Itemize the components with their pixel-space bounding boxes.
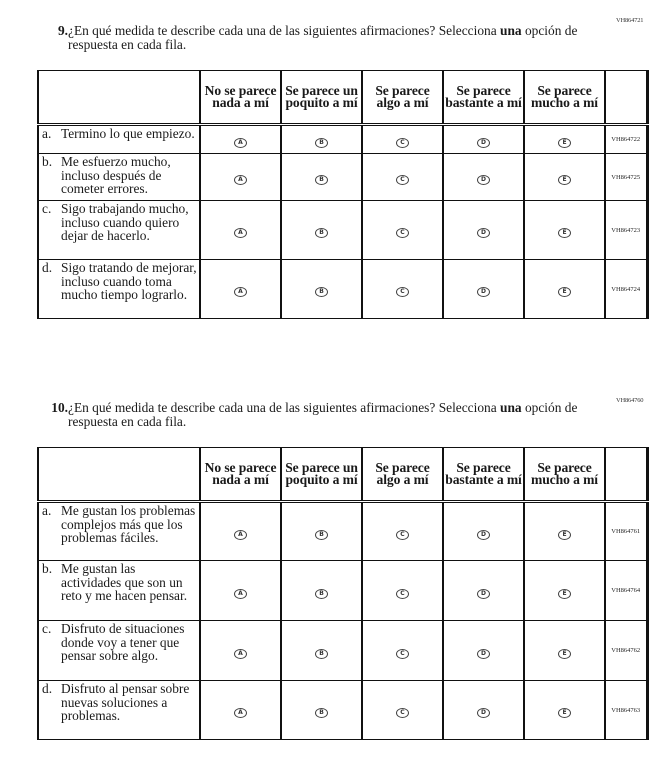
statement-cell: d. Disfruto al pensar sobre nuevas soluciones a problemas. (38, 681, 200, 740)
response-bubble-b[interactable]: B (315, 649, 328, 659)
response-bubble-b[interactable]: B (315, 228, 328, 238)
column-header-poquito: Se parece un poquito a mí (281, 71, 362, 125)
response-bubble-e[interactable]: E (558, 228, 571, 238)
question-10-prompt: 10. ¿En qué medida te describe cada una de las siguientes afirmaciones? Selecciona una opción de respuesta en cada fila. (44, 401, 584, 429)
response-bubble-c[interactable]: C (396, 175, 409, 185)
table-row (38, 621, 647, 681)
response-bubble-d[interactable]: D (477, 708, 490, 718)
statement-cell: d. Sigo tratando de mejorar, incluso cuando toma mucho tiempo lograrlo. (38, 260, 200, 319)
row-item-code: VH864764 (605, 561, 647, 621)
row-item-code: VH864724 (605, 260, 647, 319)
table-row (38, 125, 647, 154)
question-10-number: 10. (51, 400, 68, 415)
row-item-code: VH864722 (605, 125, 647, 154)
response-bubble-a[interactable]: A (234, 175, 247, 185)
question-10-item-code: VH864760 (616, 397, 644, 404)
response-bubble-a[interactable]: A (234, 649, 247, 659)
table-row (38, 260, 647, 319)
response-bubble-c[interactable]: C (396, 228, 409, 238)
response-bubble-e[interactable]: E (558, 649, 571, 659)
table-row (38, 681, 647, 740)
row-item-code: VH864762 (605, 621, 647, 681)
response-bubble-d[interactable]: D (477, 287, 490, 297)
statement-cell: a. Me gustan los problemas complejos más que los problemas fáciles. (38, 502, 200, 561)
response-bubble-e[interactable]: E (558, 708, 571, 718)
table-row (38, 154, 647, 201)
column-header-poquito: Se parece un poquito a mí (281, 448, 362, 502)
column-header-no-se-parece: No se parece nada a mí (200, 448, 281, 502)
response-bubble-e[interactable]: E (558, 175, 571, 185)
response-bubble-a[interactable]: A (234, 287, 247, 297)
row-item-code: VH864763 (605, 681, 647, 740)
response-bubble-c[interactable]: C (396, 589, 409, 599)
row-item-code: VH864723 (605, 201, 647, 260)
table-row (38, 561, 647, 621)
response-bubble-d[interactable]: D (477, 228, 490, 238)
column-header-mucho: Se parece mucho a mí (524, 71, 605, 125)
statement-cell: b. Me esfuerzo mucho, incluso después de cometer errores. (38, 154, 200, 201)
response-bubble-b[interactable]: B (315, 138, 328, 148)
response-bubble-b[interactable]: B (315, 287, 328, 297)
response-bubble-c[interactable]: C (396, 138, 409, 148)
response-bubble-c[interactable]: C (396, 530, 409, 540)
response-bubble-b[interactable]: B (315, 530, 328, 540)
response-bubble-d[interactable]: D (477, 589, 490, 599)
response-bubble-a[interactable]: A (234, 530, 247, 540)
response-bubble-a[interactable]: A (234, 138, 247, 148)
question-9-prompt: 9. ¿En qué medida te describe cada una de las siguientes afirmaciones? Selecciona una opción de respuesta en cada fila. (44, 24, 584, 52)
column-header-algo: Se parece algo a mí (362, 448, 443, 502)
question-10-response-grid (37, 447, 649, 740)
row-item-code: VH864725 (605, 154, 647, 201)
response-bubble-e[interactable]: E (558, 530, 571, 540)
response-bubble-e[interactable]: E (558, 138, 571, 148)
response-bubble-d[interactable]: D (477, 649, 490, 659)
response-bubble-a[interactable]: A (234, 708, 247, 718)
response-bubble-c[interactable]: C (396, 287, 409, 297)
response-bubble-d[interactable]: D (477, 530, 490, 540)
code-header (605, 448, 647, 502)
response-bubble-d[interactable]: D (477, 175, 490, 185)
table-row (38, 502, 647, 561)
response-bubble-d[interactable]: D (477, 138, 490, 148)
column-header-mucho: Se parece mucho a mí (524, 448, 605, 502)
response-bubble-b[interactable]: B (315, 589, 328, 599)
statement-header (38, 71, 200, 125)
table-row (38, 201, 647, 260)
column-header-algo: Se parece algo a mí (362, 71, 443, 125)
statement-cell: b. Me gustan las actividades que son un reto y me hacen pensar. (38, 561, 200, 621)
response-bubble-a[interactable]: A (234, 589, 247, 599)
question-9-response-grid (37, 70, 649, 319)
response-bubble-e[interactable]: E (558, 589, 571, 599)
statement-cell: c. Sigo trabajando mucho, incluso cuando quiero dejar de hacerlo. (38, 201, 200, 260)
statement-cell: a. Termino lo que empiezo. (38, 125, 200, 154)
column-header-bastante: Se parece bastante a mí (443, 71, 524, 125)
response-bubble-c[interactable]: C (396, 649, 409, 659)
response-bubble-b[interactable]: B (315, 175, 328, 185)
column-header-bastante: Se parece bastante a mí (443, 448, 524, 502)
column-header-no-se-parece: No se parece nada a mí (200, 71, 281, 125)
question-9-item-code: VH864721 (616, 17, 644, 24)
response-bubble-a[interactable]: A (234, 228, 247, 238)
row-item-code: VH864761 (605, 502, 647, 561)
response-bubble-b[interactable]: B (315, 708, 328, 718)
statement-cell: c. Disfruto de situaciones donde voy a tener que pensar sobre algo. (38, 621, 200, 681)
question-9-number: 9. (57, 23, 68, 38)
code-header (605, 71, 647, 125)
response-bubble-c[interactable]: C (396, 708, 409, 718)
statement-header (38, 448, 200, 502)
response-bubble-e[interactable]: E (558, 287, 571, 297)
